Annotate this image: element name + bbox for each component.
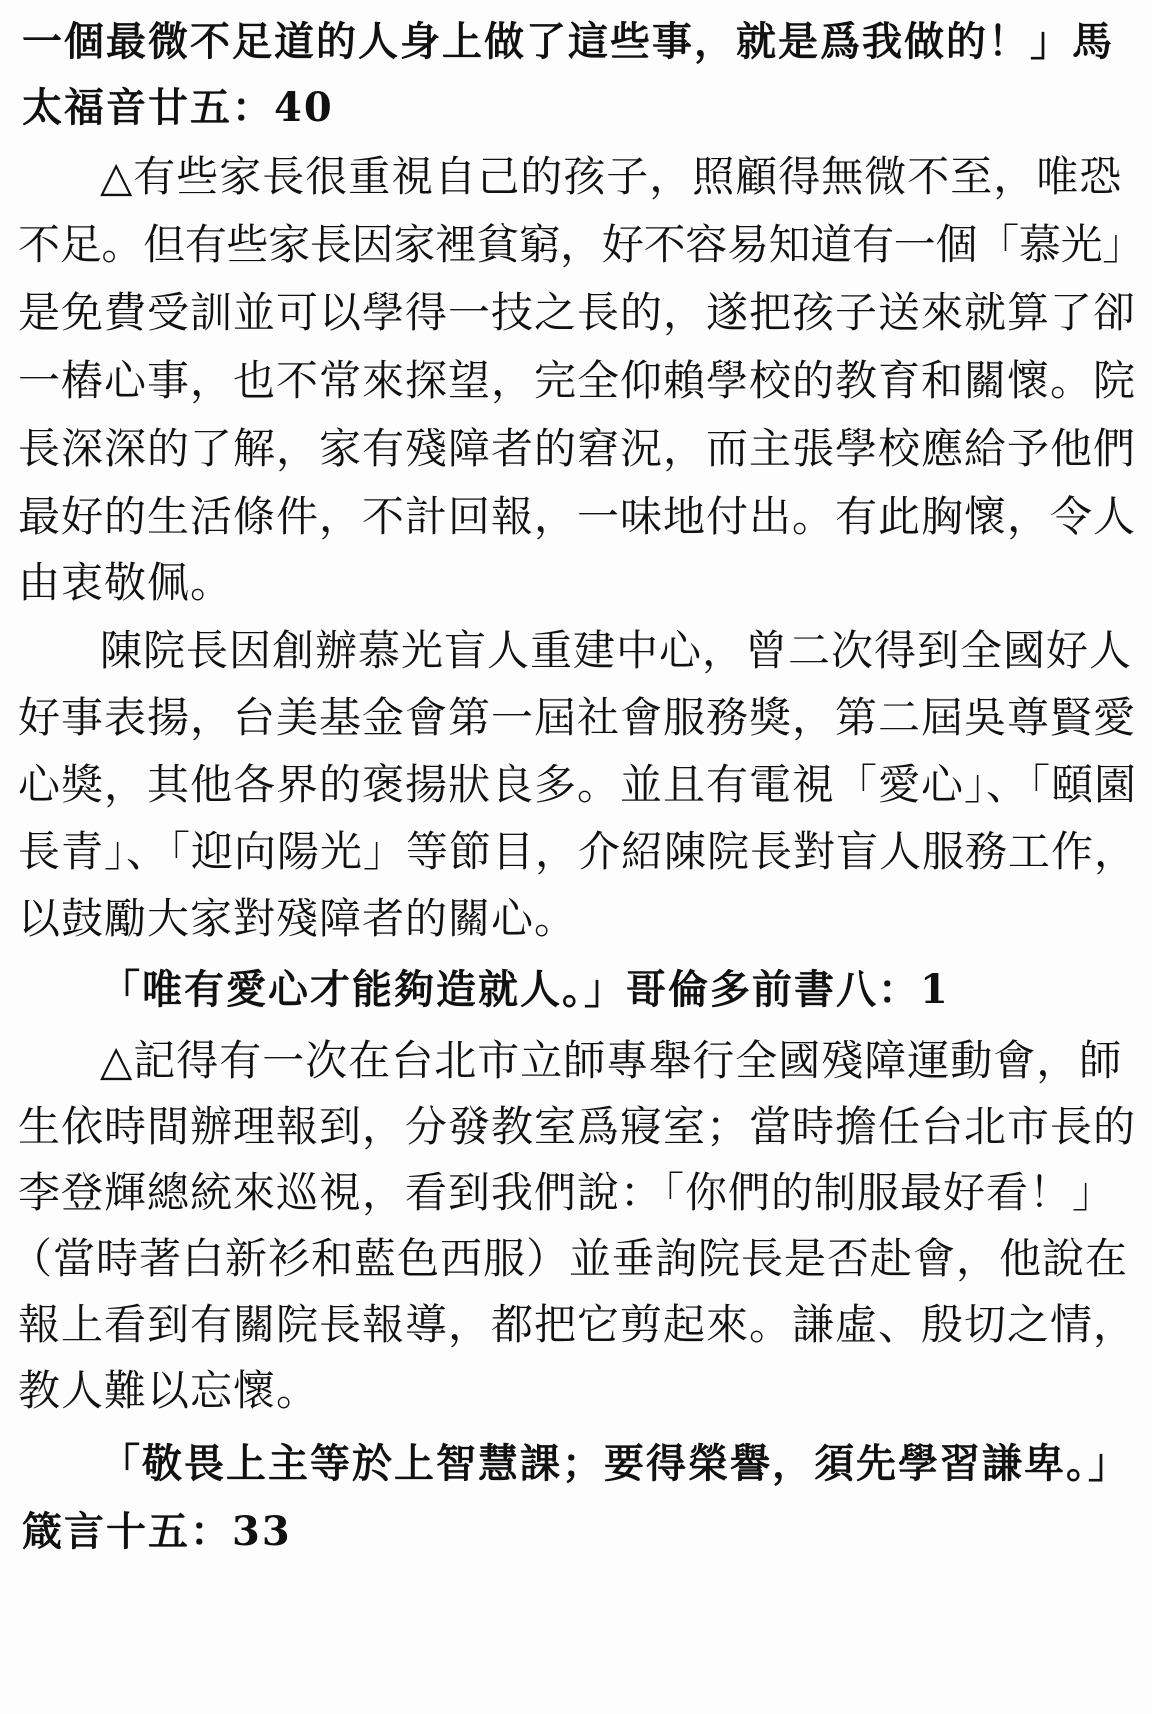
paragraph-line: 報上看到有關院長報導，都把它剪起來。謙虛、殷切之情， [18, 1300, 1137, 1349]
paragraph-line: 生依時間辦理報到，分發教室爲寢室；當時擔任台北市長的 [18, 1102, 1137, 1151]
paragraph-line: 教人難以忘懷。 [18, 1366, 320, 1415]
paragraph-line: 一樁心事，也不常來探望，完全仰賴學校的教育和關懷。院 [18, 356, 1137, 405]
paragraph-line: 李登輝總統來巡視，看到我們說：「你們的制服最好看！」 [18, 1168, 1116, 1217]
paragraph-line: （當時著白新衫和藍色西服）並垂詢院長是否赴會，他說在 [10, 1234, 1129, 1283]
paragraph-line: 以鼓勵大家對殘障者的關心。 [18, 894, 578, 943]
paragraph-line: 好事表揚，台美基金會第一屆社會服務獎，第二屆吳尊賢愛 [18, 693, 1137, 742]
scripture-quote-line: 一個最微不足道的人身上做了這些事，就是爲我做的！」馬 [22, 18, 1114, 65]
paragraph-line: 心獎，其他各界的褒揚狀良多。並且有電視「愛心」、「頤園 [18, 760, 1138, 809]
paragraph-line: 陳院長因創辦慕光盲人重建中心，曾二次得到全國好人 [100, 626, 1133, 675]
paragraph-line: 不足。但有些家長因家裡貧窮，好不容易知道有一個「慕光」 [18, 220, 1145, 269]
paragraph-line: 長青」、「迎向陽光」等節目，介紹陳院長對盲人服務工作， [18, 827, 1138, 876]
paragraph-line: △有些家長很重視自己的孩子，照顧得無微不至，唯恐 [100, 152, 1123, 201]
paragraph-line: 最好的生活條件，不計回報，一味地付出。有此胸懷，令人 [18, 492, 1137, 541]
scripture-reference-line: 箴言十五：33 [22, 1508, 292, 1555]
scripture-quote-line: 「唯有愛心才能夠造就人。」哥倫多前書八：1 [100, 966, 950, 1013]
paragraph-line: 是免費受訓並可以學得一技之長的，遂把孩子送來就算了卻 [18, 288, 1137, 337]
paragraph-line: △記得有一次在台北市立師專舉行全國殘障運動會，師 [100, 1036, 1123, 1085]
scripture-reference-line: 太福音廿五：40 [22, 84, 334, 131]
paragraph-line: 由衷敬佩。 [18, 558, 234, 607]
paragraph-line: 長深深的了解，家有殘障者的窘況，而主張學校應給予他們 [18, 424, 1137, 473]
scripture-quote-line: 「敬畏上主等於上智慧課；要得榮譽，須先學習謙卑。」 [100, 1440, 1130, 1487]
